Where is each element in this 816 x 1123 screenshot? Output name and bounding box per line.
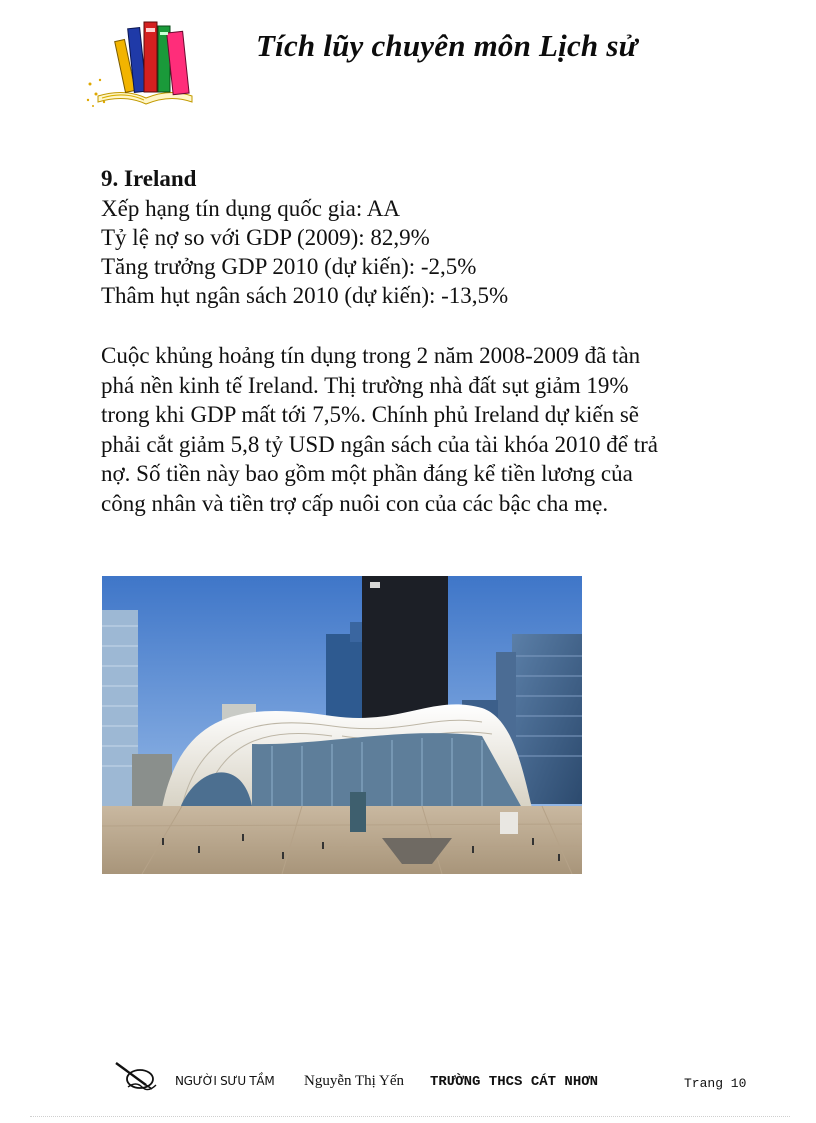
fact-credit-rating: Xếp hạng tín dụng quốc gia: AA (101, 196, 400, 221)
collector-label: NGƯỜI SƯU TẦM (175, 1074, 275, 1088)
fact-budget-deficit: Thâm hụt ngân sách 2010 (dự kiến): -13,5% (101, 283, 509, 308)
city-building-photo (102, 576, 582, 874)
school-name: TRƯỜNG THCS CÁT NHƠN (430, 1074, 599, 1090)
footer-divider (30, 1116, 790, 1117)
page-number: Trang 10 (684, 1076, 747, 1091)
country-section (101, 164, 681, 310)
body-paragraph: Cuộc khủng hoảng tín dụng trong 2 năm 2008-2009 đã tàn phá nền kinh tế Ireland. Thị trường nhà đất sụt giảm 19% trong khi GDP mất tới 7,5%. Chính phủ Ireland dự kiến sẽ phải cắt giảm 5,8 tỷ USD ngân sách của tài khóa 2010 để trả nợ. Số tiền này bao gồm một phần đáng kể tiền lương của công nhân và tiền trợ cấp nuôi con của các bậc cha mẹ. (101, 343, 658, 516)
section-heading: 9. Ireland (101, 166, 197, 191)
page-title: Tích lũy chuyên môn Lịch sử (256, 28, 638, 63)
books-icon (84, 14, 208, 112)
author-name: Nguyễn Thị Yến (304, 1073, 404, 1089)
pen-signature-icon (112, 1059, 162, 1093)
fact-gdp-growth: Tăng trưởng GDP 2010 (dự kiến): -2,5% (101, 254, 477, 279)
fact-debt-ratio: Tỷ lệ nợ so với GDP (2009): 82,9% (101, 225, 430, 250)
